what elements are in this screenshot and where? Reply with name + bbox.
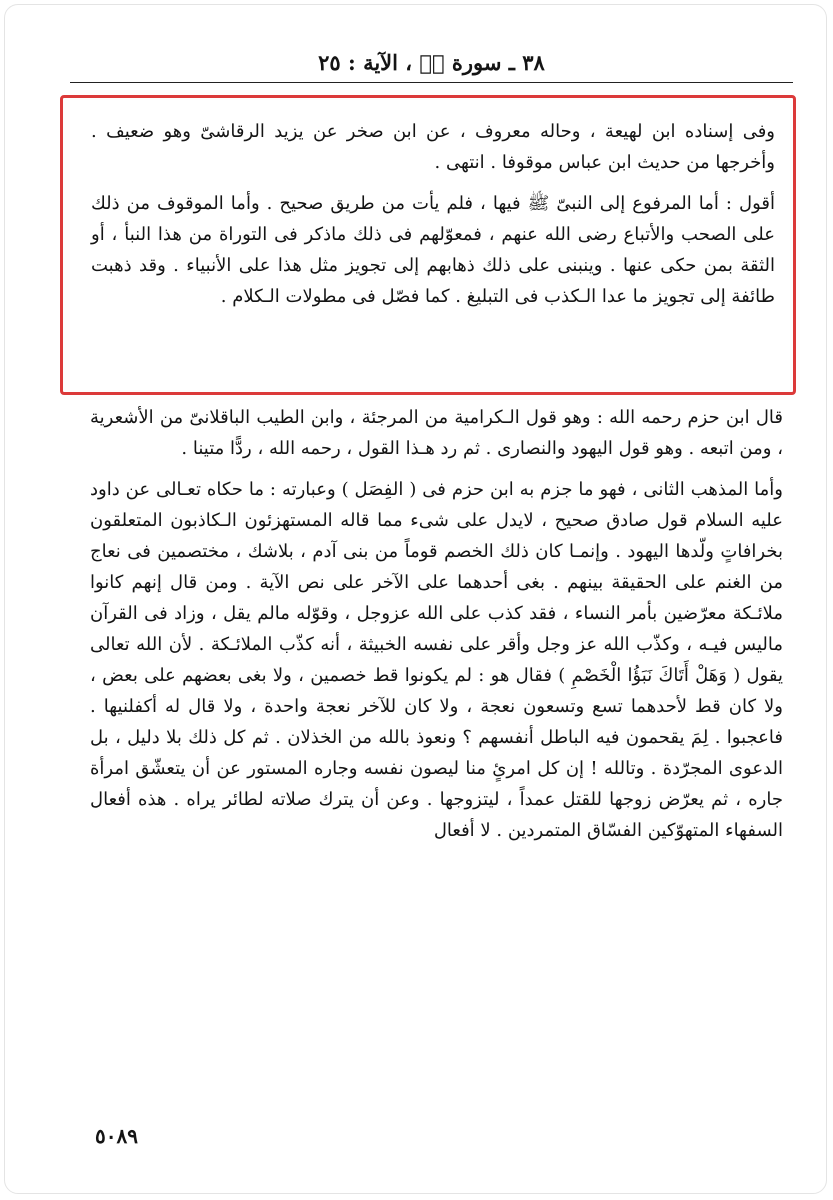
body-paragraph-2: وأما المذهب الثانى ، فهو ما جزم به ابن حزم فى ( الفِصَل ) وعبارته : ما حكاه تعـالى عن داود عليه السلام قول صادق صحيح ، لايدل على شىء مما قاله المستهزئون الـكاذبون المتعلقون بخرافاتٍ ولّدها اليهود . وإنمـا كان ذلك الخصم قوماً من بنى آدم ، بلاشك ، مختصمين فى نعاج من الغنم على الحقيقة بينهم . بغى أحدهما على الآخر على نص الآية . ومن قال إنهم كانوا ملائـكة معرّضين بأمر النساء ، فقد كذب على الله عزوجل ، وقوّله مالم يقل ، وزاد فى القرآن ماليس فيـه ، وكذّب الله عز وجل وأقر على نفسه الخبيثة ، أنه كذّب الملائـكة . لأن الله تعالى يقول ( وَهَلْ أَتَاكَ نَبَؤُا الْخَصْمِ ) فقال هو : لم يكونوا قط خصمين ، ولا بغى بعضهم على بعض ، ولا كان قط لأحدهما تسع وتسعون نعجة ، ولا كان للآخر نعجة واحدة ، ولا قال له أكفلنيها . فاعجبوا . لِمَ يقحمون فيه الباطل أنفسهم ؟ ونعوذ بالله من الخذلان . ثم كل ذلك بلا دليل ، بل الدعوى المجرّدة . وتالله ! إن كل امرئٍ منا ليصون نفسه وجاره المستور عن أن يتعشّق امرأة جاره ، ثم يعرّض زوجها للقتل عمداً ، ليتزوجها . وعن أن يترك صلاته لطائر يراه . هذه أفعال السفهاء المتهوّكين الفسّاق المتمردين . لا أفعال bbox=[90, 479, 783, 841]
highlighted-paragraph-2: أقول : أما المرفوع إلى النبىّ ﷺ فيها ، فلم يأت من طريق صحيح . وأما الموقوف من ذلك على الصحب والأتباع رضى الله عنهم ، فمعوّلهم فى ذلك ماذكر فى التوراة من هذا النبأ ، أو الثقة بمن حكى عنها . وينبنى على ذلك ذهابهم إلى تجويز مثل هذا على الأنبياء . وقد ذهبت طائفة إلى تجويز ما عدا الـكذب فى التبليغ . كما فصّل فى مطولات الـكلام . bbox=[91, 193, 775, 307]
body-text bbox=[90, 402, 783, 856]
running-header: ٣٨ ـ سورة صۤ ، الآية : ٢٥ bbox=[70, 48, 793, 83]
highlighted-paragraph-1: وفى إسناده ابن لهيعة ، وحاله معروف ، عن ابن صخر عن يزيد الرقاشىّ وهو ضعيف . وأخرجها من حديث ابن عباس موقوفا . انتهى . bbox=[91, 121, 775, 173]
highlighted-passage bbox=[63, 98, 793, 312]
highlight-box bbox=[60, 95, 796, 395]
body-paragraph-1: قال ابن حزم رحمه الله : وهو قول الـكرامية من المرجئة ، وابن الطيب الباقلانىّ من الأشعرية ، ومن اتبعه . وهو قول اليهود والنصارى . ثم رد هـذا القول ، رحمه الله ، ردًّا متينا . bbox=[90, 407, 783, 459]
page-number: ٥٠٨٩ bbox=[95, 1124, 138, 1148]
